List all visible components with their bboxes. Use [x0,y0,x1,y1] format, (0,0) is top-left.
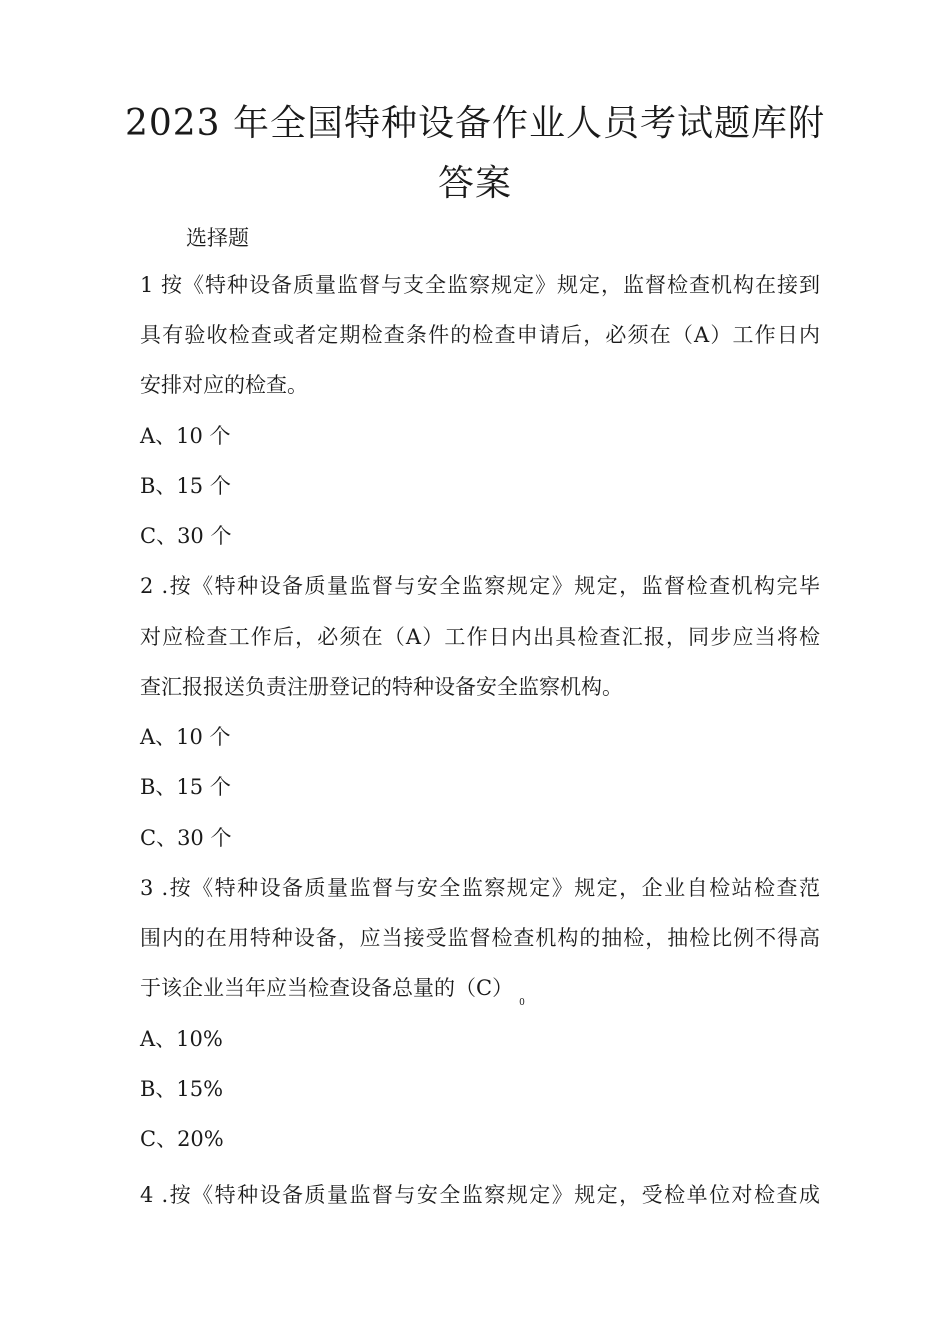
question-1-option-a: A、10 个 [140,424,231,448]
question-1-line-2: 具有验收检查或者定期检查条件的检查申请后，必须在（A）工作日内 [140,323,820,347]
question-3-line-2: 围内的在用特种设备，应当接受监督检查机构的抽检，抽检比例不得高 [140,926,820,950]
question-2-option-a: A、10 个 [140,725,231,749]
question-3-option-c: C、20% [140,1127,224,1151]
question-3-line-1: 3 .按《特种设备质量监督与安全监察规定》规定，企业自检站检查范 [140,876,820,900]
question-3-line-3 [140,968,525,1023]
title-line-2: 答案 [437,163,512,204]
question-3-option-a: A、10% [140,1027,223,1051]
question-1-option-b: B、15 个 [140,474,231,498]
title-line-1: 2023 年全国特种设备作业人员考试题库附 [124,103,826,144]
question-2-line-3: 查汇报报送负责注册登记的特种设备安全监察机构。 [140,675,623,699]
question-3-line-3-text: 于该企业当年应当检查设备总量的（C） [140,976,514,1000]
question-1-option-c: C、30 个 [140,524,232,548]
question-2-line-2: 对应检查工作后，必须在（A）工作日内出具检查汇报，同步应当将检 [140,625,820,649]
document-title [120,94,830,214]
question-1-line-3: 安排对应的检查。 [140,373,308,397]
question-3-trailing-mark: 0 [519,998,525,1008]
question-1-line-1: 1 按《特种设备质量监督与支全监察规定》规定，监督检查机构在接到 [140,273,820,297]
question-3-option-b: B、15% [140,1077,224,1101]
question-4-line-1: 4 .按《特种设备质量监督与安全监察规定》规定，受检单位对检查成 [140,1183,820,1207]
section-heading: 选择题 [186,226,249,250]
question-2-option-c: C、30 个 [140,826,232,850]
question-2-line-1: 2 .按《特种设备质量监督与安全监察规定》规定，监督检查机构完毕 [140,574,820,598]
question-2-option-b: B、15 个 [140,775,231,799]
